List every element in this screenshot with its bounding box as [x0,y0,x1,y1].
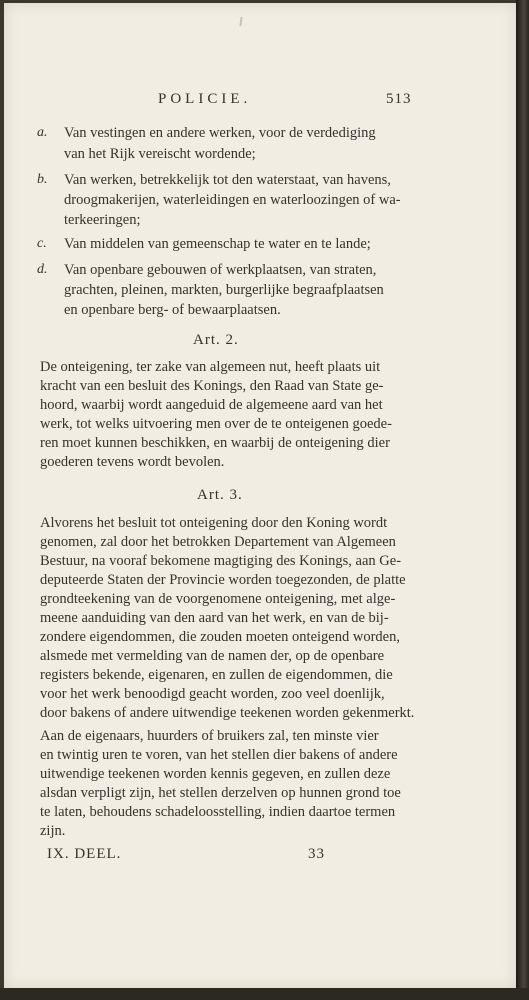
item-line: terkeeringen; [64,212,141,228]
running-header-title: POLICIE. [158,91,252,107]
paragraph-line: alsdan verpligt zijn, het stellen derzelven op hunnen grond toe [40,785,401,801]
paragraph-line: goederen tevens wordt bevolen. [40,454,225,470]
paragraph-line: ren moet kunnen beschikken, en waarbij de onteigening dier [40,435,390,451]
paragraph-line: genomen, zal door het betrokken Departement van Algemeen [40,534,396,550]
paragraph-line: registers bekende, eigenaren, en zullen de eigendommen, die [40,667,393,683]
article-3-heading: Art. 3. [197,487,243,503]
article-2-heading: Art. 2. [193,332,239,348]
paragraph-line: zijn. [40,823,66,839]
paragraph-line: Alvorens het besluit tot onteigening door den Koning wordt [40,515,388,531]
book-page [4,3,516,988]
ink-mark [239,17,242,26]
page-edge-right [516,0,529,1000]
paragraph-line: werk, tot welks uitvoering men over de te onteigenen goede- [40,416,392,432]
item-line: Van middelen van gemeenschap te water en te lande; [64,236,371,252]
page-edge-bottom [0,988,529,1000]
item-line: en openbare berg- of bewaarplaatsen. [64,302,281,318]
paragraph-line: grondteekening van de voorgenomene onteigening, met alge- [40,591,396,607]
paragraph-line: uitwendige teekenen worden kennis gegeven, en zullen deze [40,766,391,782]
item-line: van het Rijk vereischt wordende; [64,146,256,162]
paragraph-line: voor het werk benoodigd geacht worden, zoo veel doenlijk, [40,686,385,702]
paragraph-line: meene aanduiding van den aard van het werk, en van de bij- [40,610,389,626]
paragraph-line: De onteigening, ter zake van algemeen nut, heeft plaats uit [40,359,381,375]
paragraph-line: Aan de eigenaars, huurders of bruikers zal, ten minste vier [40,728,379,744]
item-line: grachten, pleinen, markten, burgerlijke begraafplaatsen [64,282,384,298]
item-line: droogmakerijen, waterleidingen en waterloozingen of wa- [64,192,401,208]
paragraph-line: door bakens of andere uitwendige teekenen worden gekenmerkt. [40,705,415,721]
page-number: 513 [386,91,412,107]
paragraph-line: zondere eigendommen, die zouden moeten onteigend worden, [40,629,400,645]
item-letter: d. [37,262,48,277]
item-letter: a. [37,125,48,140]
paragraph-line: kracht van een besluit des Konings, den Raad van State ge- [40,378,384,394]
paragraph-line: hoord, waarbij wordt aangeduid de algemeene aard van het [40,397,383,413]
item-letter: b. [37,172,48,187]
paragraph-line: alsmede met vermelding van de namen der, op de openbare [40,648,385,664]
item-line: Van werken, betrekkelijk tot den waterstaat, van havens, [64,172,391,188]
item-letter: c. [37,236,47,251]
signature-number: 33 [308,846,325,862]
paragraph-line: Bestuur, na vooraf bekomene magtiging des Konings, aan Ge- [40,553,402,569]
item-line: Van vestingen en andere werken, voor de verdediging [64,125,376,141]
item-line: Van openbare gebouwen of werkplaatsen, van straten, [64,262,377,278]
paragraph-line: deputeerde Staten der Provincie worden toegezonden, de platte [40,572,406,588]
paragraph-line: te laten, behoudens schadeloosstelling, indien daartoe termen [40,804,396,820]
signature-mark: IX. DEEL. [47,846,122,862]
paragraph-line: en twintig uren te voren, van het stellen dier bakens of andere [40,747,398,763]
